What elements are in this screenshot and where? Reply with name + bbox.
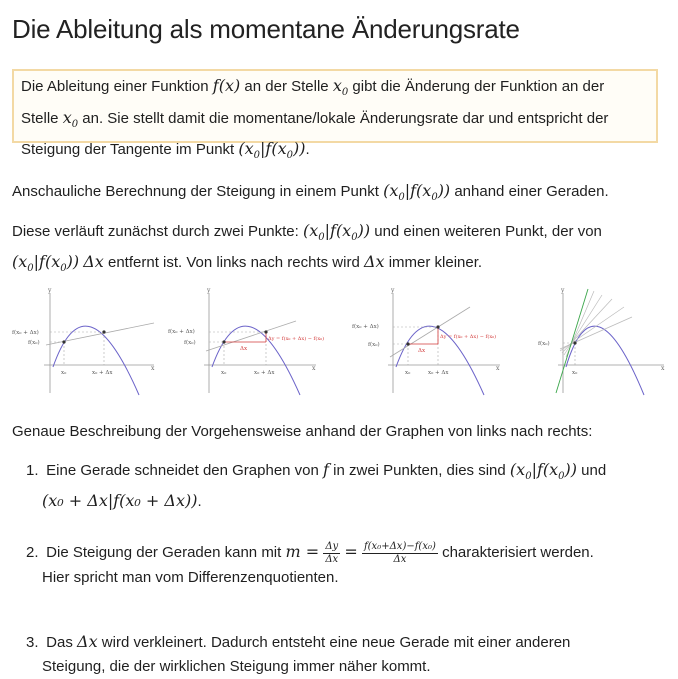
math-point: $(x_0|f(x_0))$ (302, 221, 371, 244)
definition-line-1 (21, 74, 650, 106)
math-point-2: (x₀ + Δx|f(x₀ + Δx)) (42, 491, 198, 511)
intro-paragraph-1: Anschauliche Berechnung der Steigung in einem Punkt $(x_0|f(x_0))$ anhand einer Geraden. (12, 181, 609, 204)
graph-1 (8, 285, 160, 397)
svg-text:f(x₀): f(x₀) (368, 342, 380, 348)
svg-text:Δx: Δx (418, 348, 426, 354)
svg-text:y: y (207, 287, 211, 294)
list-item-2: 2. Die Steigung der Geraden kann mit m = $\frac{\Delta y}{\Delta x}$ = $\frac{\text{f(x₀+Δx)−f(x₀)}}{\Delta x}$ charakterisiert werden. Hier spricht man vom Differenzenquotienten. (26, 540, 594, 586)
svg-text:f(x₀ + Δx): f(x₀ + Δx) (352, 324, 379, 330)
svg-text:x₀: x₀ (572, 370, 578, 376)
svg-text:y: y (48, 287, 52, 294)
math-f: f (323, 460, 329, 479)
svg-text:x₀ + Δx: x₀ + Δx (254, 370, 275, 376)
math-x0: $x_0$ (332, 76, 349, 99)
svg-text:x: x (151, 365, 155, 372)
definition-text: Die Ableitung einer Funktion (21, 78, 209, 95)
definition-line-3: Steigung der Tangente im Punkt $(x_0|f(x_0))$. (21, 139, 310, 162)
svg-text:f(x₀): f(x₀) (28, 340, 40, 346)
svg-text:f(x₀ + Δx): f(x₀ + Δx) (168, 329, 195, 335)
math-point: $(x_0|f(x_0))$ (12, 252, 80, 275)
math-point: $(x_0|f(x_0))$ (509, 460, 577, 483)
graph-4 (532, 285, 672, 397)
math-x0: $x_0$ (62, 107, 79, 130)
svg-text:f(x₀): f(x₀) (184, 340, 196, 346)
graph-3 (350, 285, 530, 397)
svg-text:Δy = f(x₀ + Δx) − f(x₀): Δy = f(x₀ + Δx) − f(x₀) (268, 336, 325, 342)
svg-text:x: x (312, 365, 316, 372)
math-delta-x: Δx (363, 252, 385, 272)
definition-text: an der Stelle (244, 78, 329, 95)
svg-text:x₀: x₀ (221, 370, 227, 376)
svg-text:x₀ + Δx: x₀ + Δx (428, 370, 449, 376)
svg-text:y: y (391, 287, 395, 294)
svg-text:Δx: Δx (240, 346, 248, 352)
svg-text:x₀ + Δx: x₀ + Δx (92, 370, 113, 376)
math-point: $(x_0|f(x_0))$ (383, 181, 451, 204)
definition-text: Stelle (21, 109, 59, 127)
definition-box (12, 69, 658, 162)
svg-text:x: x (661, 365, 665, 372)
math-m: m = (285, 542, 320, 561)
steps-heading: Genaue Beschreibung der Vorgehensweise anhand der Graphen von links nach rechts: (12, 423, 593, 440)
svg-text:f(x₀ + Δx): f(x₀ + Δx) (12, 330, 39, 336)
svg-text:x: x (496, 365, 500, 372)
difference-quotient: $\frac{\text{f(x₀+Δx)−f(x₀)}}{\Delta x}$ (363, 540, 436, 565)
math-point: $(x_0|f(x_0))$ (238, 139, 306, 162)
point-x0-dx (102, 330, 105, 333)
svg-text:y: y (561, 287, 565, 294)
math-delta-x: Δx (83, 252, 104, 272)
fraction-dy-dx: $\frac{\Delta y}{\Delta x}$ (325, 540, 339, 565)
graph-2 (166, 285, 346, 397)
tangent-line (556, 289, 588, 393)
page-title: Die Ableitung als momentane Änderungsrate (12, 14, 520, 44)
math-delta-x: Δx (77, 632, 98, 651)
definition-text: Steigung der Tangente im Punkt (21, 141, 235, 159)
definition-line-2 (21, 106, 650, 138)
math-fx: f(x) (212, 76, 241, 95)
svg-text:x₀: x₀ (61, 370, 67, 376)
svg-text:x₀: x₀ (405, 370, 411, 376)
intro-paragraph-2: Diese verläuft zunächst durch zwei Punkte: $(x_0|f(x_0))$ und einen weiteren Punkt, der von $(x_0|f(x_0))$ Δx entfernt ist. Von links nach rechts wird Δx immer kleiner. (12, 221, 602, 275)
svg-text:Δy = f(x₀ + Δx) − f(x₀): Δy = f(x₀ + Δx) − f(x₀) (440, 334, 497, 340)
point-x0 (62, 340, 65, 343)
list-item-1: 1. Eine Gerade schneidet den Graphen von f in zwei Punkten, dies sind $(x_0|f(x_0))$ und (x₀ + Δx|f(x₀ + Δx)). (26, 460, 607, 511)
definition-text: gibt die Änderung der Funktion an der (352, 78, 605, 95)
definition-text: an. Sie stellt damit die momentane/lokale Änderungsrate dar und entspricht der (82, 109, 609, 127)
svg-text:f(x₀): f(x₀) (538, 341, 550, 347)
list-item-3: 3. Das Δx wird verkleinert. Dadurch entsteht eine neue Gerade mit einer anderen Steigung, die der wirklichen Steigung immer näher kommt. (26, 632, 571, 675)
